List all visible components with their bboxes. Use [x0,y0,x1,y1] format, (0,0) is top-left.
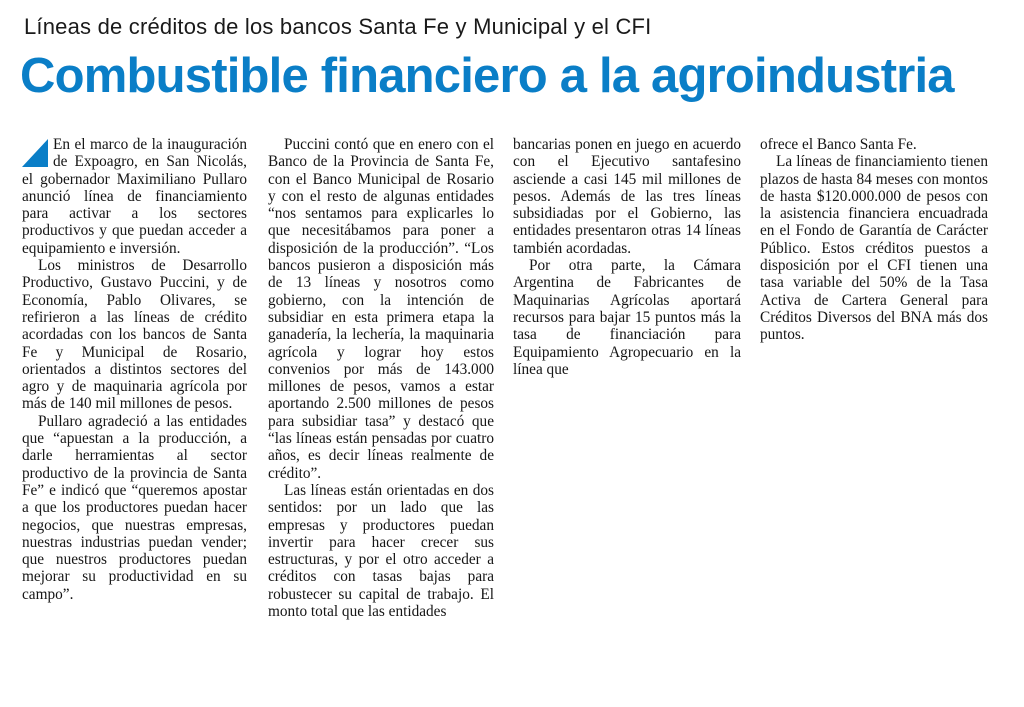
paragraph: La líneas de financiamiento tienen plazos de hasta 84 meses con montos de hasta $120.000.000 de pesos con la asistencia financiera encuadrada en el Fondo de Garantía de Carácter Público. Estos créditos puestos a disposición por el CFI tienen una tasa variable del 50% de la Tasa Activa de Cartera General para Créditos Diversos del BNA más dos puntos. [760,153,988,344]
article-column-3 [513,136,741,391]
article-column-2 [268,136,494,676]
paragraph: Las líneas están orientadas en dos sentidos: por un lado que las empresas y productores puedan invertir para hacer crecer sus estructuras, y por el otro acceder a créditos con tasas bajas para robustecer su capital de trabajo. El monto total que las entidades [268,481,494,621]
paragraph: Puccini contó que en enero con el Banco de la Provincia de Santa Fe, con el Banco Municipal de Rosario y con el resto de algunas entidades “nos sentamos para explicarles lo que necesitábamos para poner a disposición de la producción”. “Los bancos pusieron a disposición más de 13 líneas y nosotros como gobierno, con la intención de subsidiar en esta primera etapa la ganadería, la lechería, la maquinaria agrícola y lograr hoy estos convenios por más de 143.000 millones de pesos, vamos a estar aportando 2.500 millones de pesos para subsidiar tasa” y destacó que “las líneas están pensadas por cuatro años, es decir líneas realmente de crédito”. [268,136,494,482]
paragraph: bancarias ponen en juego en acuerdo con el Ejecutivo santafesino asciende a casi 145 mil millones de pesos. Además de las tres líneas subsidiadas por el Gobierno, las entidades presentaron otras 14 líneas también acordadas. [513,136,741,257]
article-column-1 [22,136,247,676]
paragraph: ofrece el Banco Santa Fe. [760,136,917,153]
article-headline: Combustible financiero a la agroindustria [20,49,954,103]
triangle-drop-icon [22,139,48,167]
article-kicker: Líneas de créditos de los bancos Santa Fe y Municipal y el CFI [24,14,652,39]
article-column-4 [760,136,988,391]
paragraph: Pullaro agradeció a las entidades que “apuestan a la producción, a darle herramientas al sector productivo de la provincia de Santa Fe” e indicó que “queremos apostar a que los productores puedan hacer negocios, que nuestras empresas, nuestras industrias puedan vender; que nuestros productores puedan mejorar su productividad en su campo”. [22,412,247,603]
paragraph: Por otra parte, la Cámara Argentina de Fabricantes de Maquinarias Agrícolas aportará recursos para bajar 15 puntos más la tasa de financiación para Equipamiento Agropecuario en la línea que [513,257,741,378]
paragraph: En el marco de la inauguración de Expoagro, en San Nicolás, el gobernador Maximiliano Pullaro anunció línea de financiamiento para activar a los sectores productivos y que puedan acceder a equipamiento e inversión. [22,136,247,257]
paragraph: Los ministros de Desarrollo Productivo, Gustavo Puccini, y de Economía, Pablo Olivares, se refirieron a las líneas de crédito acordadas con los bancos de Santa Fe y Municipal de Rosario, orientados a distintos sectores del agro y de maquinaria agrícola por más de 140 mil millones de pesos. [22,257,247,413]
